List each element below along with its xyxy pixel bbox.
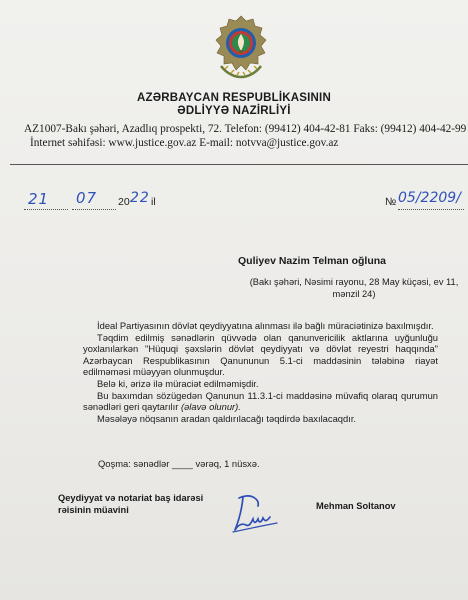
body-paragraph: Təqdim edilmiş sənədlərin qüvvədə olan qanunvericilik aktlarına uyğunluğu yoxlanılarkən "Hüquqi şəxslərin dövlət qeydiyyatı və dövlət reyestri haqqında" Azərbaycan Respublikasının Qanununun 5.1-ci maddəsinin tələbinə riayət edilməməsi müəyyən olunmuşdur. — [83, 331, 438, 378]
state-emblem-icon — [213, 14, 269, 80]
handwritten-signature — [229, 490, 281, 534]
body-paragraph — [83, 390, 438, 413]
body-paragraph: Belə ki, ərizə ilə müraciət edilməmişdir. — [97, 377, 259, 389]
body-paragraph: Məsələyə nöqsanın aradan qaldırılacağı təqdirdə baxılacaqdır. — [97, 412, 357, 424]
signatory-name: Mehman Soltanov — [316, 501, 396, 511]
web-line: İnternet səhifəsi: www.justice.gov.az E-mail: notvva@justice.gov.az — [30, 137, 339, 149]
date-number-line — [24, 190, 464, 214]
body-italic-note: (əlavə olunur). — [180, 401, 241, 413]
date-year-word: il — [151, 196, 156, 208]
ministry-header-line1: AZƏRBAYCAN RESPUBLİKASININ — [137, 92, 331, 104]
address-line: AZ1007-Bakı şəhəri, Azadlıq prospekti, 72. Telefon: (99412) 404-42-81 Faks: (99412) 404-42-99 — [24, 123, 467, 135]
date-month: 07 — [76, 189, 98, 207]
document-number: 05/2209/ — [398, 190, 461, 206]
addressee-name: Quliyev Nazim Telman oğluna — [238, 255, 387, 267]
date-day: 21 — [28, 190, 50, 208]
ministry-header-line2: ƏDLİYYƏ NAZİRLİYİ — [177, 105, 291, 117]
header-divider — [10, 164, 468, 165]
date-year-prefix: 20 — [118, 196, 130, 208]
number-label: № — [385, 196, 397, 208]
signatory-title-line1: Qeydiyyat və notariat baş idarəsi — [58, 493, 204, 503]
signatory-title-line2: rəisinin müavini — [58, 504, 129, 515]
contact-block — [24, 122, 467, 150]
attachment-line: Qoşma: sənədlər ____ vərəq, 1 nüsxə. — [98, 458, 260, 469]
body-paragraph: İdeal Partiyasının dövlət qeydiyyatına alınması ilə bağlı müraciətinizə baxılmışdır. — [97, 320, 434, 331]
date-year-suffix: 22 — [130, 190, 150, 206]
addressee-address: (Bakı şəhəri, Nəsimi rayonu, 28 May küçəsi, ev 11, mənzil 24) — [249, 277, 459, 299]
body-text: Bu baxımdan sözügedən Qanunun 11.3.1-ci maddəsinə müvafiq olaraq qurumun sənədləri geri qaytarılır — [83, 389, 438, 413]
letter-body — [83, 320, 438, 424]
signatory-title — [58, 493, 203, 516]
